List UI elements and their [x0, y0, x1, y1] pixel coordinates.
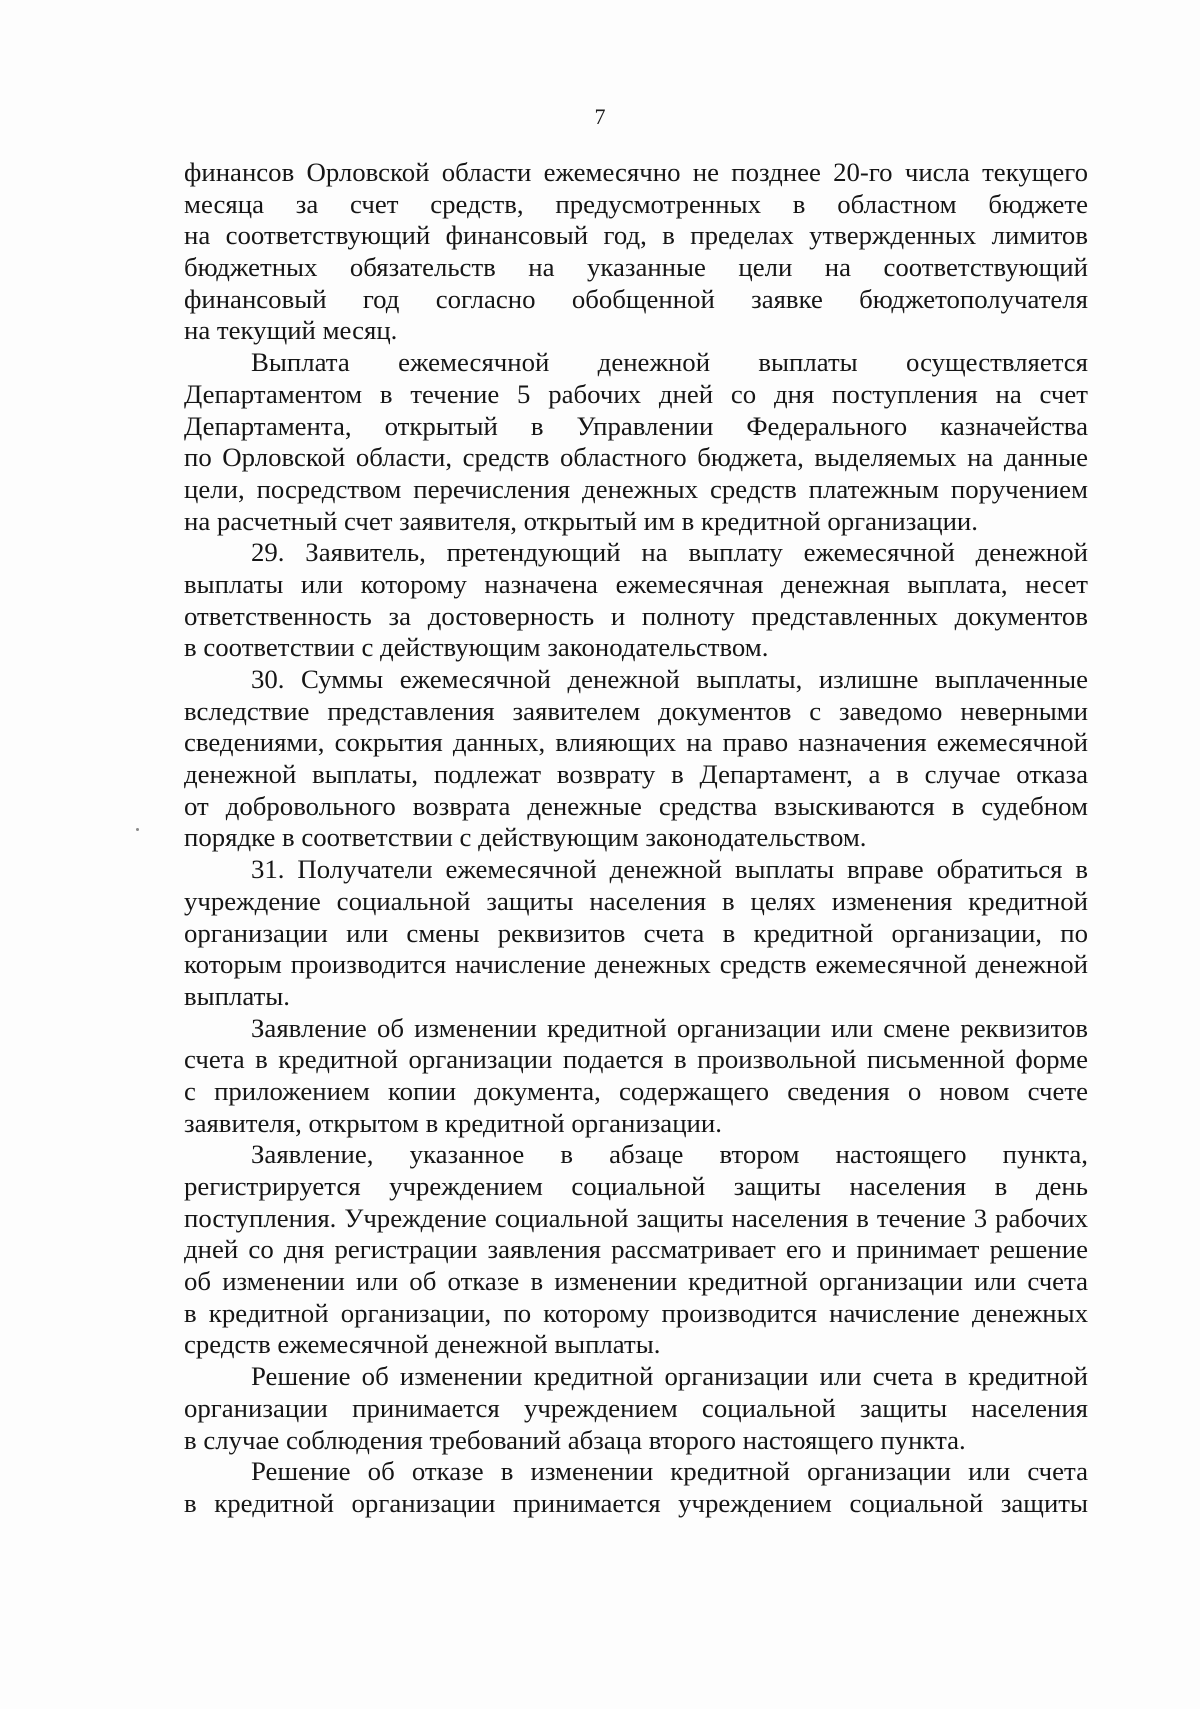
text-line: 29. Заявитель, претендующий на выплату ежемесячной денежной [251, 537, 1088, 568]
text-line: заявителя, открытом в кредитной организации. [184, 1107, 722, 1138]
text-line: Решение об отказе в изменении кредитной организации или счета [251, 1456, 1088, 1487]
text-line: в соответствии с действующим законодательством. [184, 632, 769, 663]
text-line: цели, посредством перечисления денежных средств платежным поручением [184, 473, 1088, 504]
text-line: поступления. Учреждение социальной защиты населения в течение 3 рабочих [184, 1202, 1088, 1233]
text-line: об изменении или об отказе в изменении кредитной организации или счета [184, 1266, 1088, 1297]
text-line: от добровольного возврата денежные средства взыскиваются в судебном [184, 790, 1088, 821]
text-line: Заявление, указанное в абзаце втором настоящего пункта, [251, 1139, 1088, 1170]
text-line: порядке в соответствии с действующим законодательством. [184, 822, 867, 853]
page-number: 7 [594, 104, 606, 129]
text-line: организации принимается учреждением социальной защиты населения [184, 1392, 1088, 1423]
text-line: денежной выплаты, подлежат возврату в Департамент, а в случае отказа [184, 759, 1088, 790]
text-line: Департаментом в течение 5 рабочих дней со дня поступления на счет [184, 378, 1088, 409]
scan-mark [136, 828, 139, 831]
text-line: Выплата ежемесячной денежной выплаты осуществляется [251, 347, 1088, 378]
text-line: с приложением копии документа, содержащего сведения о новом счете [184, 1075, 1088, 1106]
document-body [184, 157, 1088, 1520]
text-line: 30. Суммы ежемесячной денежной выплаты, излишне выплаченные [251, 664, 1088, 694]
text-line: месяца за счет средств, предусмотренных в областном бюджете [184, 188, 1088, 219]
text-line: в случае соблюдения требований абзаца второго настоящего пункта. [184, 1424, 966, 1455]
text-line: учреждение социальной защиты населения в целях изменения кредитной [184, 885, 1088, 916]
text-line: счета в кредитной организации подается в произвольной письменной форме [184, 1044, 1088, 1075]
text-line: на соответствующий финансовый год, в пределах утвержденных лимитов [184, 220, 1088, 251]
text-line: в кредитной организации, по которому производится начисление денежных [184, 1297, 1088, 1328]
text-line: финансов Орловской области ежемесячно не позднее 20-го числа текущего [184, 157, 1088, 187]
text-line: выплаты. [184, 980, 290, 1011]
text-line: бюджетных обязательств на указанные цели на соответствующий [184, 252, 1088, 283]
text-line: которым производится начисление денежных средств ежемесячной денежной [184, 949, 1088, 980]
text-line: дней со дня регистрации заявления рассматривает его и принимает решение [184, 1234, 1088, 1265]
text-line: средств ежемесячной денежной выплаты. [184, 1329, 661, 1360]
text-line: финансовый год согласно обобщенной заявке бюджетополучателя [184, 283, 1088, 314]
text-line: Заявление об изменении кредитной организации или смене реквизитов [251, 1012, 1088, 1043]
text-line: сведениями, сокрытия данных, влияющих на право назначения ежемесячной [184, 727, 1088, 758]
text-line: выплаты или которому назначена ежемесячная денежная выплата, несет [184, 568, 1088, 599]
text-line: на расчетный счет заявителя, открытый им в кредитной организации. [184, 505, 978, 536]
text-line: Решение об изменении кредитной организации или счета в кредитной [251, 1361, 1088, 1392]
text-line: на текущий месяц. [184, 315, 398, 346]
text-line: вследствие представления заявителем документов с заведомо неверными [184, 695, 1088, 726]
text-line: Департамента, открытый в Управлении Федерального казначейства [184, 410, 1088, 441]
text-line: 31. Получатели ежемесячной денежной выплаты вправе обратиться в [251, 854, 1088, 885]
text-line: ответственность за достоверность и полноту представленных документов [184, 600, 1088, 631]
text-line: в кредитной организации принимается учреждением социальной защиты [184, 1487, 1088, 1518]
text-line: организации или смены реквизитов счета в кредитной организации, по [184, 917, 1088, 948]
text-line: регистрируется учреждением социальной защиты населения в день [184, 1171, 1088, 1201]
text-line: по Орловской области, средств областного бюджета, выделяемых на данные [184, 442, 1088, 473]
